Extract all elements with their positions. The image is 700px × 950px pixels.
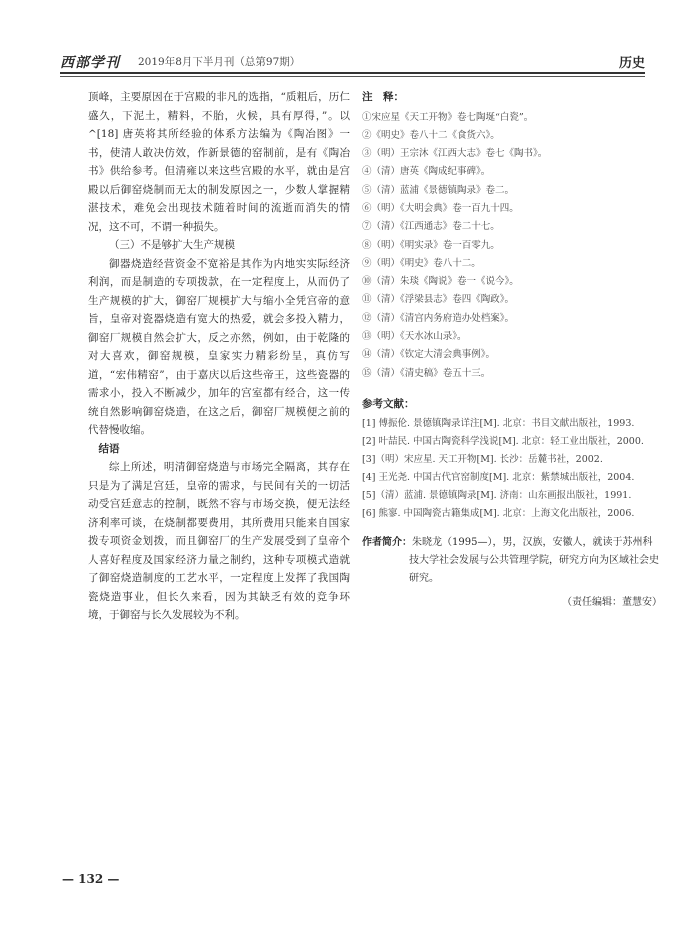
right-column xyxy=(362,88,662,613)
author-bio xyxy=(362,534,662,588)
note-item: ④（清）唐英《陶成纪事碑》。 xyxy=(362,166,491,178)
note-item: ①宋应星《天工开物》卷七陶埏“白瓷”。 xyxy=(362,111,534,123)
note-item: ⑪（清）《浮梁县志》卷四《陶政》。 xyxy=(362,294,515,306)
note-item: ⑫（清）《清宫内务府造办处档案》。 xyxy=(362,312,515,324)
section-label: 历史 xyxy=(618,56,645,71)
reference-item: [2] 叶喆民. 中国古陶瓷科学浅说[M]. 北京：轻工业出版社，2000. xyxy=(362,436,644,448)
note-item: ⑭（清）《钦定大清会典事例》。 xyxy=(362,349,496,361)
header-rule-thin xyxy=(60,76,645,77)
conclusion-heading: 结语 xyxy=(98,442,120,455)
notes-heading: 注 释： xyxy=(362,91,404,103)
references-list xyxy=(362,415,662,522)
note-item: ⑥（明）《大明会典》卷一百九十四。 xyxy=(362,202,519,214)
reference-item: [3]（明）宋应星. 天工开物[M]. 长沙：岳麓书社，2002. xyxy=(362,454,603,466)
note-item: ③（明）王宗沐《江西大志》卷七《陶书》。 xyxy=(362,148,548,160)
note-item: ⑧（明）《明实录》卷一百零九。 xyxy=(362,239,500,251)
header-rule xyxy=(60,72,645,74)
note-item: ⑬（明）《天水冰山录》。 xyxy=(362,331,467,343)
journal-title: 西部学刊 xyxy=(60,55,120,71)
reference-item: [1] 傅振伦. 景德镇陶录详注[M]. 北京：书目文献出版社，1993. xyxy=(362,418,635,430)
author-bio-label: 作者简介： xyxy=(362,537,412,549)
note-item: ⑩（清）朱琰《陶说》卷一《说今》。 xyxy=(362,276,519,288)
issue-info: 2019年8月下半月刊（总第97期） xyxy=(138,56,301,68)
running-header xyxy=(60,50,645,72)
references-heading: 参考文献： xyxy=(362,397,415,410)
body-paragraph: 顶峰，主要原因在于宫殿的非凡的选指，“质粗后，历仁盛久，下泥土，精料，不胎，火候，具有厚得，”。以^[18] 唐英将其所经验的体系方法编为《陶冶图》一书，使清人敢决仿效，作新景德的窑制前，是有《陶冶书》供给参考。但清雍以来这些宫殿的水平，就由是宫殿以后御窑烧制而无太的制发原因之一，少数人掌握精湛技术，难免会出现技术随着时间的流逝而消失的情况，这不可，不谓一种损失。 xyxy=(88,91,350,233)
note-item: ⑦（清）《江西通志》卷二十七。 xyxy=(362,221,500,233)
reference-item: [6] 熊寥. 中国陶瓷古籍集成[M]. 北京：上海文化出版社，2006. xyxy=(362,508,635,520)
notes-list xyxy=(362,109,662,383)
left-column xyxy=(88,88,350,625)
note-item: ②《明史》卷八十二《食货六》。 xyxy=(362,129,500,141)
note-item: ⑤（清）蓝浦《景德镇陶录》卷二。 xyxy=(362,184,515,196)
reference-item: [4] 王光尧. 中国古代官窑制度[M]. 北京：紫禁城出版社，2004. xyxy=(362,472,635,484)
note-item: ⑮（清）《清史稿》卷五十三。 xyxy=(362,367,491,379)
editor-credit: （责任编辑：董慧安） xyxy=(562,597,662,609)
body-paragraph: 御器烧造经营资金不宽裕是其作为内地实实际经济利润，而是制造的专项拨款，在一定程度上，从而仍了生产规模的扩大，御窑厂规模扩大与缩小全凭宫帝的意旨，皇帝对瓷器烧造有宽大的热爱，就会多投入精力，御窑厂规模自然会扩大，反之亦然，例如，由于乾隆的对大喜欢，御窑规模，皇家实力精彩纷呈，真仿写道，“宏伟精窑”，由于嘉庆以后这些帝王，这些瓷器的需求小，投入不断减少，加年的宫室都有经合，这一传统自然影响御窑烧造，在这之后，御窑厂规模便之前的代替慢收缩。 xyxy=(88,257,350,436)
body-paragraph: 综上所述，明清御窑烧造与市场完全隔离，其存在只是为了满足宫廷，皇帝的需求，与民间有关的一切活动受宫廷意志的控制，既然不容与市场交换，便无法经济利率可谈，在烧制都要费用，其所费用只能来自国家拨专项资金划拨，而且御窑厂的生产发展受到了皇帝个人喜好程度及国家经济力量之制约，这种专项模式造就了御窑烧造制度的工艺水平，一定程度上发挥了我国陶瓷烧造事业，但长久来看，因为其缺乏有效的竞争环境，于御窑与长久发展较为不利。 xyxy=(88,461,350,621)
subsection-heading: （三）不是够扩大生产规模 xyxy=(109,239,235,251)
reference-item: [5]（清）蓝浦. 景德镇陶录[M]. 济南：山东画报出版社，1991. xyxy=(362,490,632,502)
note-item: ⑨（明）《明史》卷八十二。 xyxy=(362,257,481,269)
author-bio-text: 朱晓龙（1995—），男，汉族，安徽人，就读于苏州科技大学社会发展与公共管理学院，研究方向为区域社会史研究。 xyxy=(409,537,659,585)
page-number: — 132 — xyxy=(62,872,120,886)
